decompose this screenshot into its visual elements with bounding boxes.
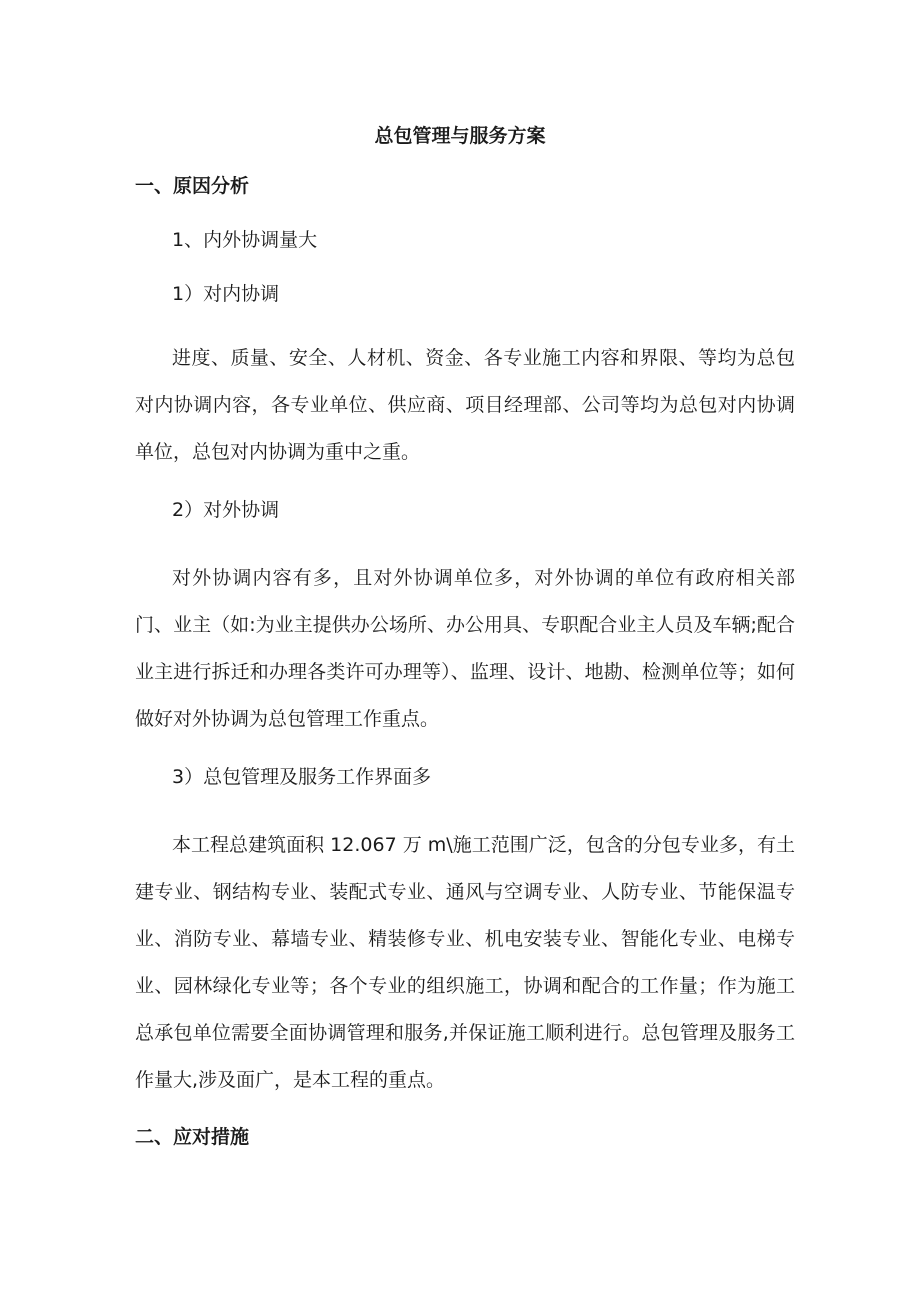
section-heading-cause-analysis: 一、原因分析	[135, 175, 250, 197]
subheading-external-coordination: 2）对外协调	[172, 499, 280, 521]
paragraph-internal-coordination: 进度、质量、安全、人材机、资金、各专业施工内容和界限、等均为总包对内协调内容，各专业单位、供应商、项目经理部、公司等均为总包对内协调单位，总包对内协调为重中之重。	[135, 347, 795, 463]
subheading-internal-coordination: 1）对内协调	[172, 283, 280, 305]
subheading-interfaces: 3）总包管理及服务工作界面多	[172, 766, 432, 788]
section-heading-countermeasures: 二、应对措施	[135, 1126, 250, 1148]
paragraph-interfaces: 本工程总建筑面积 12.067 万 m\施工范围广泛，包含的分包专业多，有土建专业、钢结构专业、装配式专业、通风与空调专业、人防专业、节能保温专业、消防专业、幕墙专业、精装修专业、机电安装专业、智能化专业、电梯专业、园林绿化专业等；各个专业的组织施工，协调和配合的工作量；作为施工总承包单位需要全面协调管理和服务,并保证施工顺利进行。总包管理及服务工作量大,涉及面广，是本工程的重点。	[135, 834, 795, 1091]
item-heading-coordination: 1、内外协调量大	[172, 229, 318, 251]
document-title: 总包管理与服务方案	[374, 125, 546, 147]
paragraph-external-coordination: 对外协调内容有多，且对外协调单位多，对外协调的单位有政府相关部门、业主（如:为业主提供办公场所、办公用具、专职配合业主人员及车辆;配合业主进行拆迁和办理各类许可办理等）、监理、设计、地勘、检测单位等；如何做好对外协调为总包管理工作重点。	[135, 567, 795, 730]
